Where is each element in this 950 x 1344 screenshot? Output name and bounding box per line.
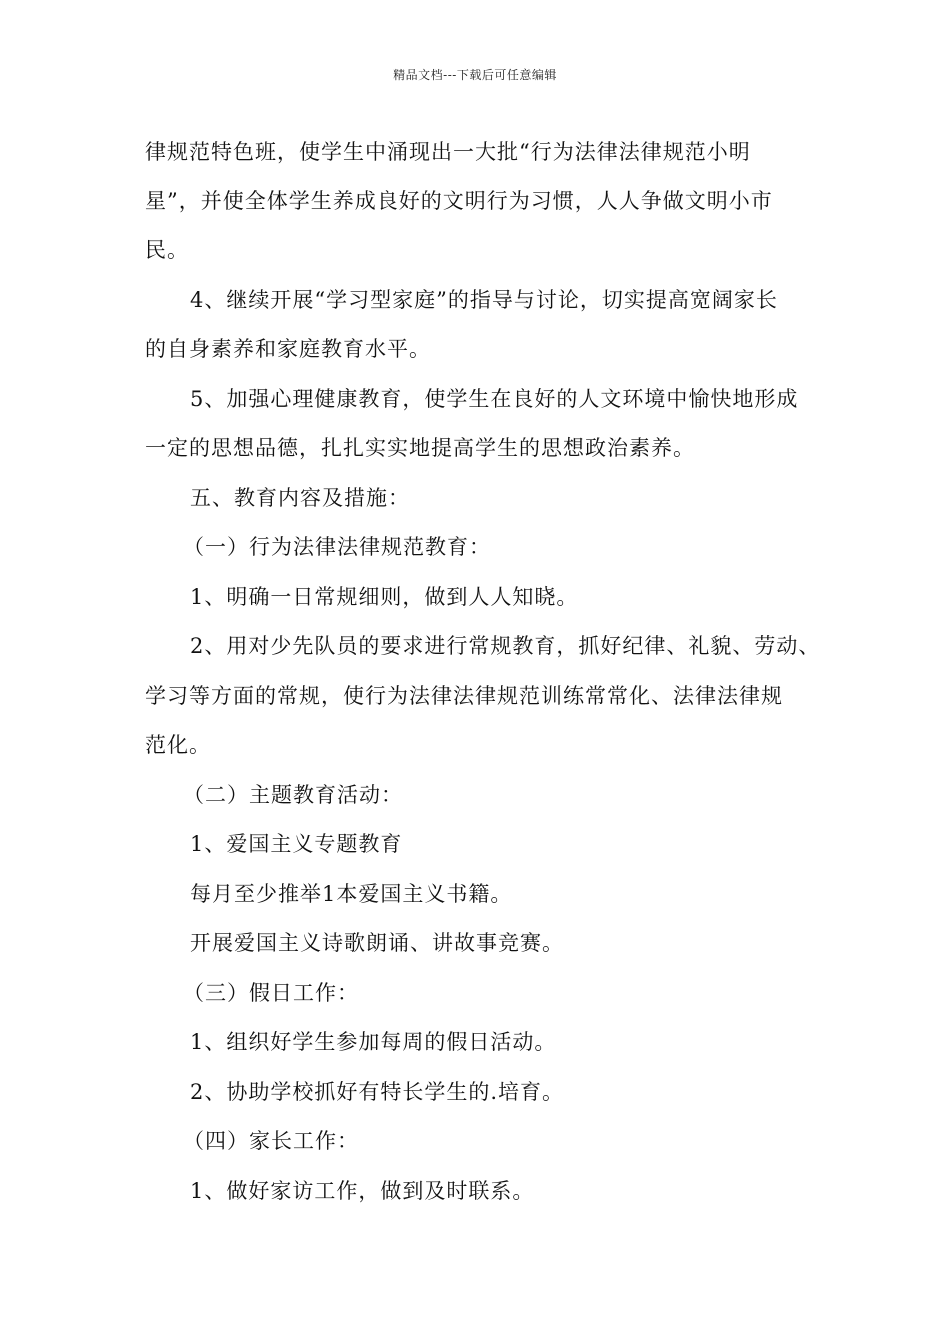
subsection-heading: （二）主题教育活动： xyxy=(183,783,403,807)
text-line: 5、加强心理健康教育，使学生在良好的人文环境中愉快地形成 xyxy=(190,387,799,411)
text-line: 一定的思想品德，扎扎实实地提高学生的思想政治素养。 xyxy=(145,436,695,460)
text-line: 的自身素养和家庭教育水平。 xyxy=(145,337,431,361)
text-line: 1、明确一日常规细则，做到人人知晓。 xyxy=(190,585,579,609)
text-line: 律规范特色班，使学生中涌现出一大批“行为法律法律规范小明 xyxy=(145,140,751,164)
text-line: 1、做好家访工作，做到及时联系。 xyxy=(190,1179,535,1203)
text-line: 学习等方面的常规，使行为法律法律规范训练常常化、法律法律规 xyxy=(145,684,783,708)
subsection-heading: （四）家长工作： xyxy=(183,1129,359,1153)
subsection-heading: （一）行为法律法律规范教育： xyxy=(183,535,491,559)
text-line: 2、用对少先队员的要求进行常规教育，抓好纪律、礼貌、劳动、 xyxy=(190,634,821,658)
text-line: 1、组织好学生参加每周的假日活动。 xyxy=(190,1030,557,1054)
text-line: 范化。 xyxy=(145,733,211,757)
text-line: 2、协助学校抓好有特长学生的.培育。 xyxy=(190,1080,565,1104)
page-header: 精品文档---下载后可任意编辑 xyxy=(393,68,557,82)
text-line: 民。 xyxy=(145,238,189,262)
text-line: 4、继续开展“学习型家庭”的指导与讨论，切实提高宽阔家长 xyxy=(190,288,778,312)
subsection-heading: （三）假日工作： xyxy=(183,981,359,1005)
text-line: 开展爱国主义诗歌朗诵、讲故事竞赛。 xyxy=(190,931,564,955)
text-line: 星”，并使全体学生养成良好的文明行为习惯，人人争做文明小市 xyxy=(145,189,773,213)
text-line: 1、爱国主义专题教育 xyxy=(190,832,403,856)
text-line: 每月至少推举1本爱国主义书籍。 xyxy=(190,882,513,906)
section-heading: 五、教育内容及措施： xyxy=(190,486,410,510)
